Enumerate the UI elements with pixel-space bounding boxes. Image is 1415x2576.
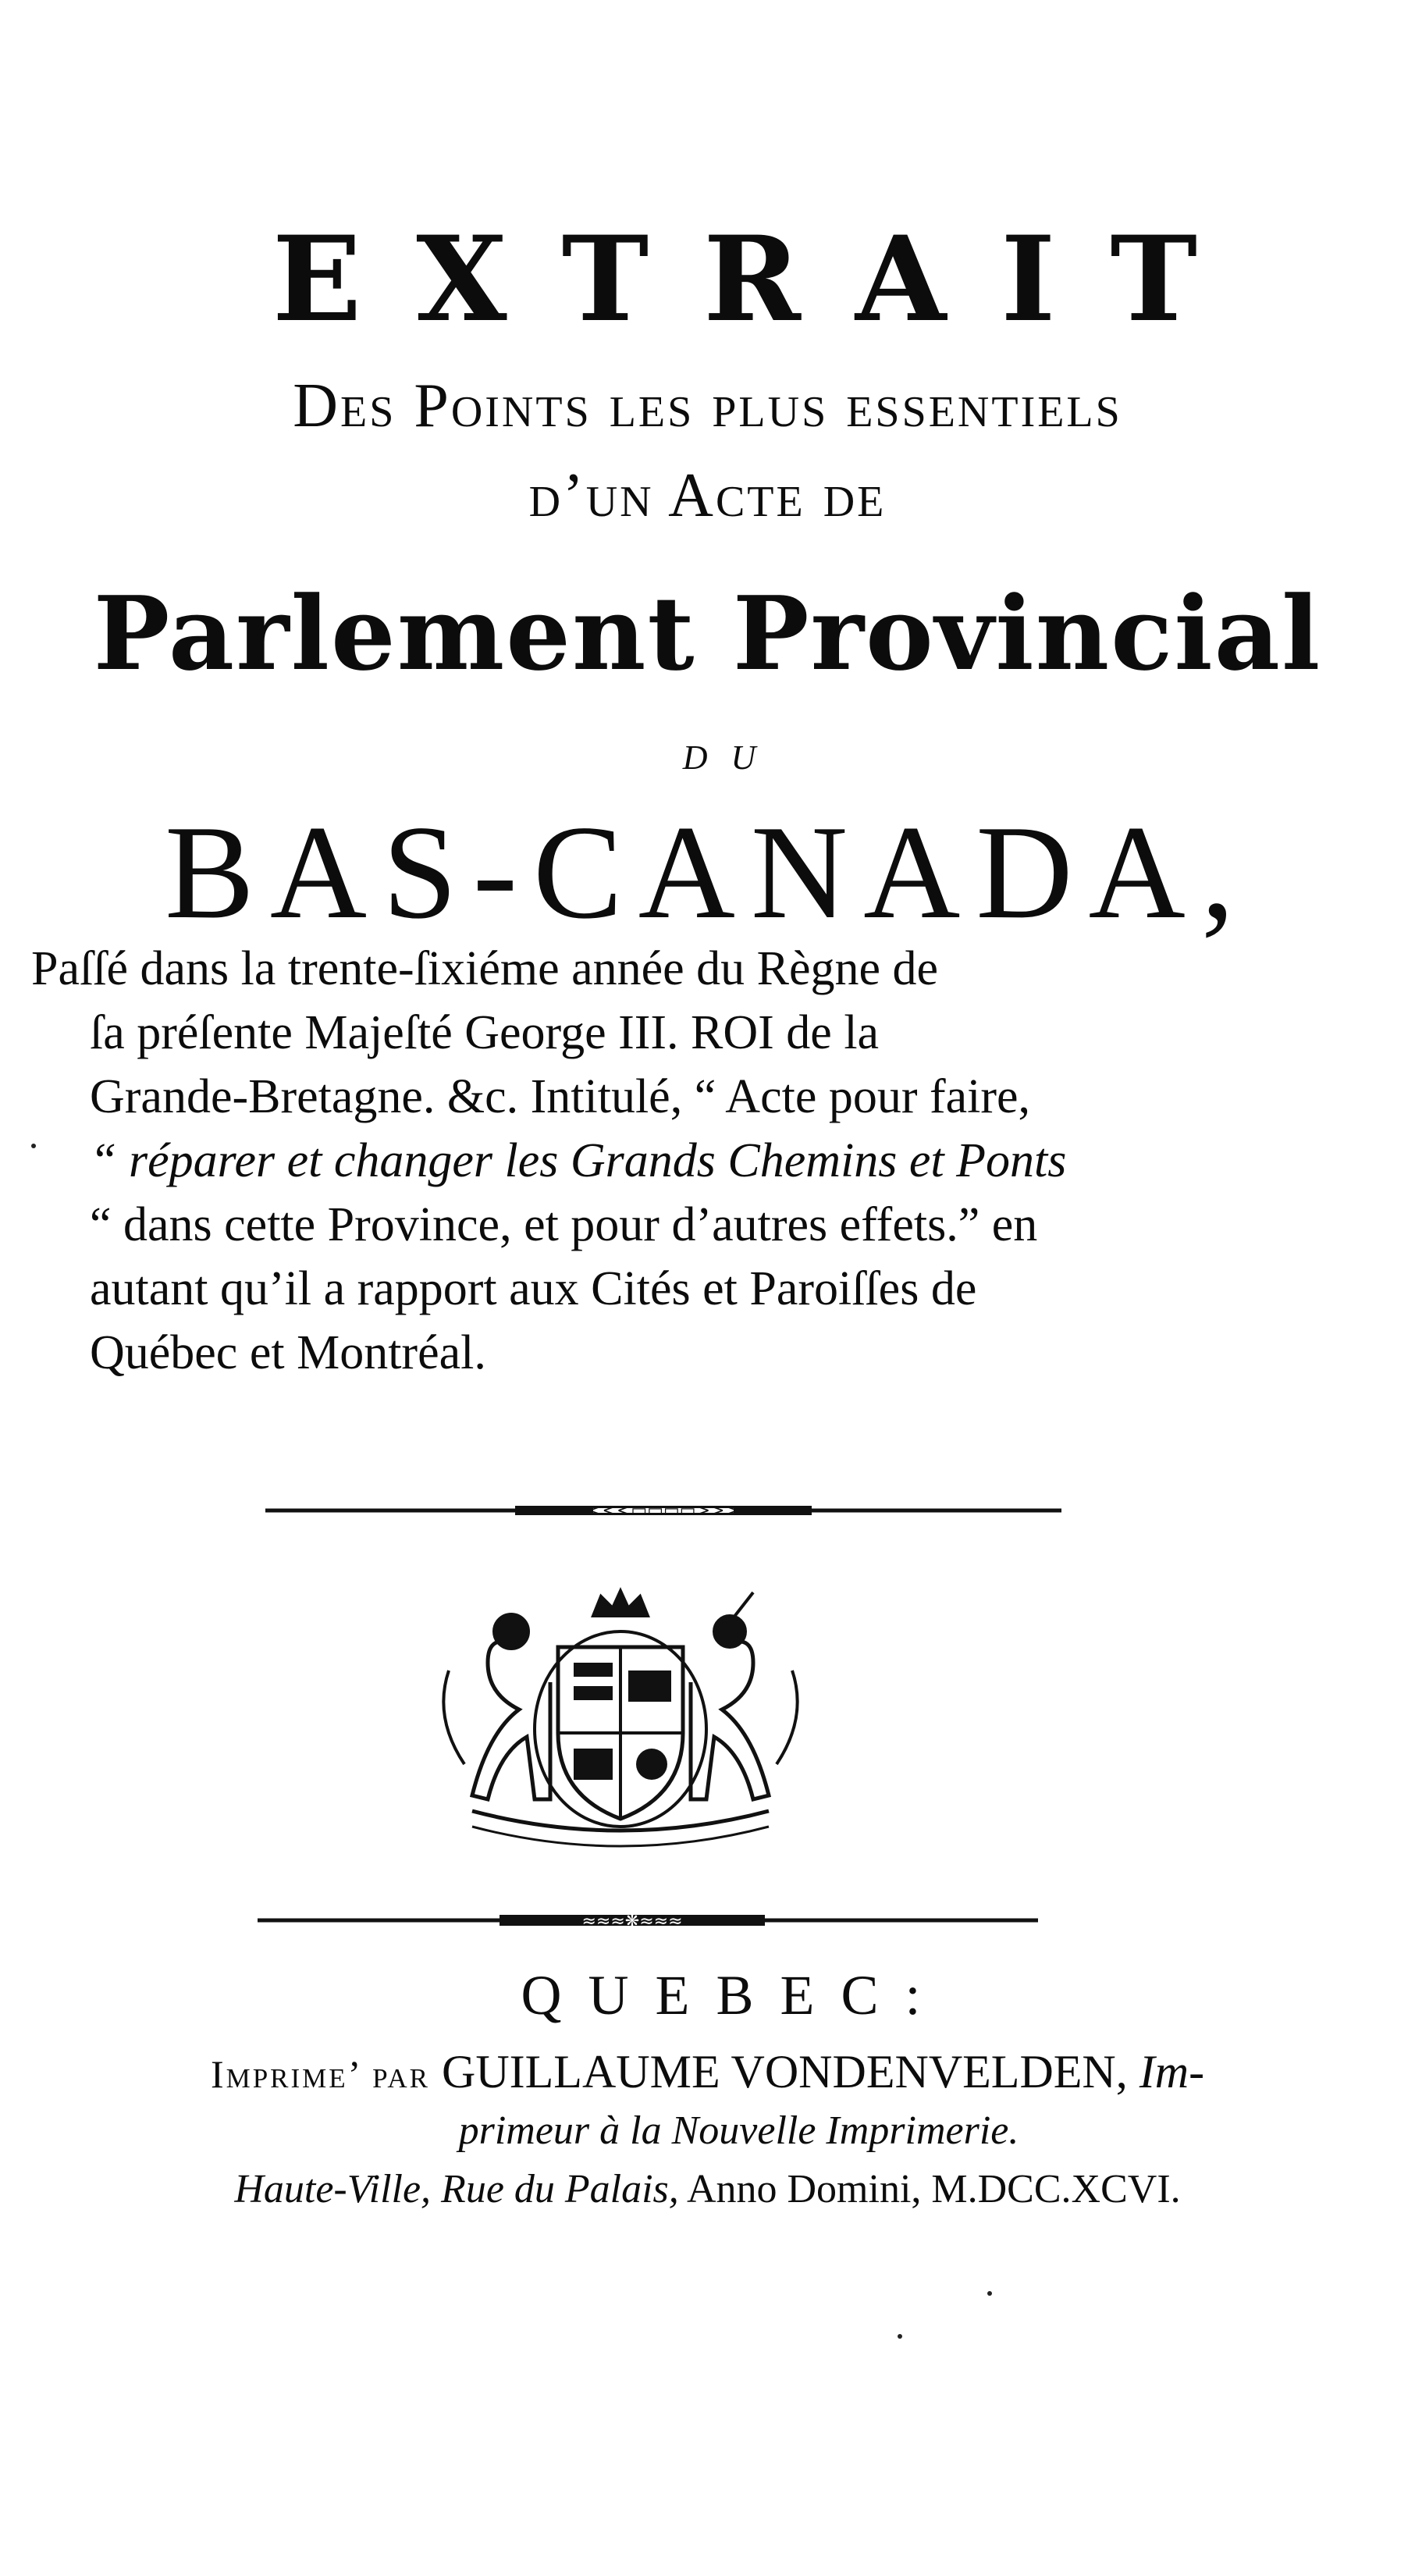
paragraph-line: autant qu’il a rapport aux Cités et Paroiſſes de — [90, 1262, 977, 1315]
paragraph-line: “ dans cette Province, et pour d’autres effets.” en — [90, 1198, 1038, 1251]
title-line-1: Des Points les plus essentiels — [293, 372, 1122, 440]
svg-text:≈≈≈❋≈≈≈: ≈≈≈❋≈≈≈ — [581, 1912, 683, 1931]
ink-speck — [898, 2334, 902, 2339]
imprint-year: Anno Domini, M.DCC.XCVI. — [686, 2167, 1181, 2211]
paragraph-line: ſa préſente Majeſté George III. ROI de la — [90, 1006, 880, 1059]
imprint-address-line — [0, 2166, 1415, 2212]
paragraph-line: Québec et Montréal. — [90, 1326, 486, 1379]
imprint-city: QUEBEC: — [521, 1964, 947, 2026]
paragraph-line: Paſſé dans la trente-ſixiéme année du Règne de — [31, 942, 939, 995]
imprint-printer-line — [0, 2045, 1415, 2099]
paragraph-line: “ réparer et changer les Grands Chemins et Ponts — [90, 1134, 1067, 1187]
imprint-line-2: primeur à la Nouvelle Imprimerie. — [458, 2108, 1019, 2153]
title-du: DU — [682, 738, 780, 777]
svg-text:<<<▭▭▭▭>>>: <<<▭▭▭▭>>> — [588, 1501, 739, 1521]
title-blackletter-line: Parlement Provincial — [93, 574, 1322, 693]
royal-coat-of-arms-icon — [425, 1585, 816, 1850]
title-place: BAS-CANADA, — [165, 799, 1250, 947]
title-line-2: d’un Acte de — [528, 461, 887, 530]
ink-speck — [987, 2291, 992, 2296]
title-blackletter-word: EXTRAIT — [272, 211, 1253, 348]
imprint-address: Haute-Ville, Rue du Palais, — [234, 2167, 679, 2211]
imprint-printer-name: GUILLAUME VONDENVELDEN, — [442, 2046, 1128, 2097]
ornamental-rule-lower — [0, 1905, 1415, 1936]
imprint-printer-prefix: Imprime’ par — [210, 2052, 430, 2096]
imprint-printer-suffix: Im- — [1139, 2046, 1205, 2097]
paragraph-line: Grande-Bretagne. &c. Intitulé, “ Acte pour faire, — [90, 1070, 1031, 1123]
ink-speck — [31, 1144, 36, 1148]
description-paragraph — [31, 937, 1249, 1385]
ornamental-rule-upper — [0, 1495, 1415, 1526]
